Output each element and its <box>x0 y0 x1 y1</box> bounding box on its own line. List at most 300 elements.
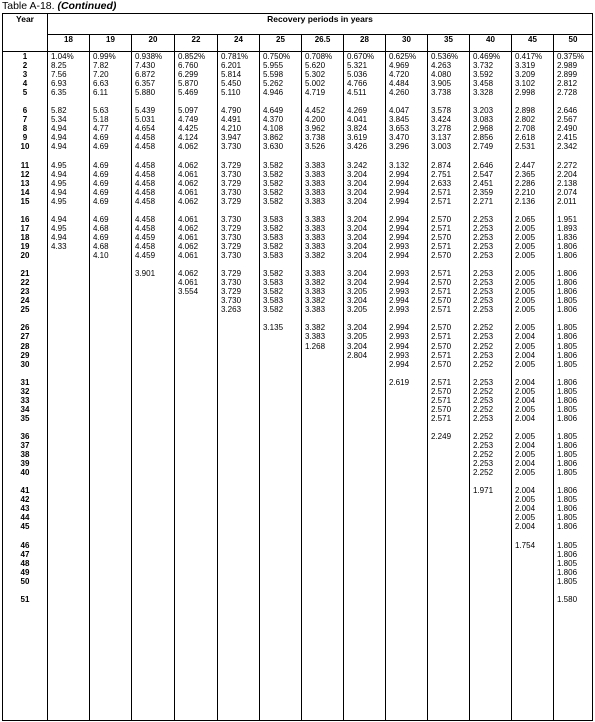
table-cell: 3.383 <box>305 214 326 224</box>
column-header-row <box>3 35 593 52</box>
table-cell: 3.582 <box>263 196 284 206</box>
table-cell: 3.582 <box>263 169 284 179</box>
table-cell: 2.359 <box>473 187 494 197</box>
table-cell: 0.750% <box>263 52 291 61</box>
table-cell: 2.252 <box>473 450 494 460</box>
table-cell: 1.971 <box>473 486 494 496</box>
table-cell: 2.005 <box>515 278 536 288</box>
table-cell: 6.299 <box>178 70 199 80</box>
table-cell: 2.253 <box>473 214 494 224</box>
table-cell: 5.955 <box>263 61 284 71</box>
table-cell: 3.582 <box>263 160 284 170</box>
table-cell: 2.567 <box>557 115 578 125</box>
table-cell: 5.34 <box>51 115 67 125</box>
table-cell: 3.426 <box>347 142 368 152</box>
table-cell: 1.805 <box>557 359 578 369</box>
table-cell: 2.571 <box>431 196 452 206</box>
table-cell: 3.729 <box>221 160 242 170</box>
table-cell: 4.94 <box>51 124 67 134</box>
table-cell: 28 <box>20 341 30 351</box>
table-cell: 2.004 <box>515 377 536 387</box>
table-cell: 2.570 <box>431 404 452 414</box>
table-cell: 4.94 <box>51 214 67 224</box>
table-cell: 7.82 <box>93 61 109 71</box>
table-cell: 2.204 <box>557 169 578 179</box>
table-cell: 2.004 <box>515 332 536 342</box>
table-cell: 4.269 <box>347 106 368 116</box>
table-cell: 5.620 <box>305 61 326 71</box>
year-column <box>3 52 48 721</box>
table-cell: 2.993 <box>389 269 410 279</box>
table-cell: 1.805 <box>557 450 578 460</box>
table-cell: 1.268 <box>305 341 326 351</box>
year-header: Year <box>3 14 48 52</box>
table-cell: 0.99% <box>93 52 116 61</box>
table-cell: 5.097 <box>178 106 199 116</box>
table-cell: 3.383 <box>305 241 326 251</box>
table-cell: 2.993 <box>389 332 410 342</box>
table-cell: 1.806 <box>557 486 578 496</box>
table-cell: 34 <box>20 404 30 414</box>
table-cell: 2.570 <box>431 232 452 242</box>
table-cell: 5.036 <box>347 70 368 80</box>
table-cell: 2.005 <box>515 232 536 242</box>
table-cell: 4.94 <box>51 232 67 242</box>
column-header: 50 <box>554 35 593 52</box>
table-cell: 3.730 <box>221 187 242 197</box>
recovery-column <box>386 52 428 721</box>
table-cell: 2.571 <box>431 187 452 197</box>
table-cell: 2.253 <box>473 278 494 288</box>
table-cell: 1.806 <box>557 278 578 288</box>
table-cell: 2.138 <box>557 178 578 188</box>
table-cell: 3.578 <box>431 106 452 116</box>
recovery-column <box>218 52 260 721</box>
table-cell: 0.781% <box>221 52 249 61</box>
table-cell: 3.383 <box>305 223 326 233</box>
table-cell: 4.459 <box>135 251 156 261</box>
table-cell: 3.947 <box>221 133 242 143</box>
column-header: 30 <box>386 35 428 52</box>
table-cell: 6.63 <box>93 79 109 89</box>
table-cell: 4.458 <box>135 187 156 197</box>
table-cell: 3.383 <box>305 332 326 342</box>
table-cell: 2.210 <box>515 187 536 197</box>
table-cell: 2.004 <box>515 504 536 514</box>
table-cell: 3.204 <box>347 178 368 188</box>
table-cell: 4.69 <box>93 196 109 206</box>
table-cell: 2.005 <box>515 404 536 414</box>
table-cell: 2.005 <box>515 287 536 297</box>
table-cell: 4.452 <box>305 106 326 116</box>
table-cell: 6.760 <box>178 61 199 71</box>
table-cell: 51 <box>20 594 30 604</box>
table-cell: 4.95 <box>51 223 67 233</box>
table-cell: 4.69 <box>93 169 109 179</box>
table-cell: 2.253 <box>473 241 494 251</box>
table-cell: 4.061 <box>178 232 199 242</box>
table-cell: 4.459 <box>135 232 156 242</box>
table-cell: 3.204 <box>347 241 368 251</box>
table-cell: 2.994 <box>389 323 410 333</box>
table-cell: 2.451 <box>473 178 494 188</box>
table-cell: 2.253 <box>473 251 494 261</box>
table-cell: 3.730 <box>221 232 242 242</box>
table-cell: 20 <box>20 251 30 261</box>
table-cell: 2.253 <box>473 332 494 342</box>
table-cell: 1.805 <box>557 495 578 505</box>
table-cell: 3.582 <box>263 269 284 279</box>
table-cell: 3.204 <box>347 187 368 197</box>
table-cell: 2.252 <box>473 359 494 369</box>
table-cell: 1.806 <box>557 441 578 451</box>
table-cell: 3.583 <box>263 278 284 288</box>
table-cell: 2.253 <box>473 413 494 423</box>
table-cell: 3.582 <box>263 187 284 197</box>
table-cell: 3.135 <box>263 323 284 333</box>
table-cell: 1.805 <box>557 386 578 396</box>
table-cell: 3.738 <box>431 88 452 98</box>
table-cell: 27 <box>20 332 30 342</box>
table-cell: 3.583 <box>263 296 284 306</box>
table-cell: 3.204 <box>347 269 368 279</box>
table-cell: 42 <box>20 495 30 505</box>
table-cell: 0.469% <box>473 52 501 61</box>
table-cell: 1.806 <box>557 377 578 387</box>
table-cell: 4.061 <box>178 187 199 197</box>
table-cell: 5.002 <box>305 79 326 89</box>
table-cell: 29 <box>20 350 30 360</box>
table-cell: 2.253 <box>473 305 494 315</box>
table-cell: 30 <box>20 359 30 369</box>
table-cell: 1.806 <box>557 332 578 342</box>
table-cell: 35 <box>20 413 30 423</box>
table-cell: 3.382 <box>305 296 326 306</box>
table-cell: 2.005 <box>515 241 536 251</box>
table-cell: 3.729 <box>221 287 242 297</box>
table-cell: 2.571 <box>431 305 452 315</box>
table-cell: 4.511 <box>347 88 367 98</box>
table-cell: 2.708 <box>515 124 536 134</box>
table-cell: 37 <box>20 441 30 451</box>
table-cell: 4.210 <box>221 124 242 134</box>
table-cell: 2.004 <box>515 522 536 532</box>
table-cell: 3.003 <box>431 142 452 152</box>
table-cell: 2.005 <box>515 341 536 351</box>
table-cell: 5.262 <box>263 79 284 89</box>
table-cell: 31 <box>20 377 30 387</box>
table-cell: 3.554 <box>178 287 199 297</box>
table-cell: 46 <box>20 540 30 550</box>
table-cell: 2.749 <box>473 142 494 152</box>
table-cell: 11 <box>20 160 30 170</box>
table-cell: 2.993 <box>389 305 410 315</box>
table-cell: 1.805 <box>557 513 578 523</box>
table-cell: 1.04% <box>51 52 74 61</box>
table-cell: 3.730 <box>221 296 242 306</box>
table-cell: 2.570 <box>431 386 452 396</box>
depreciation-table <box>2 13 593 721</box>
table-cell: 2.253 <box>473 441 494 451</box>
table-cell: 3.730 <box>221 169 242 179</box>
table-cell: 2.253 <box>473 223 494 233</box>
table-cell: 3.862 <box>263 133 284 143</box>
table-cell: 1 <box>22 52 28 61</box>
table-cell: 2.570 <box>431 278 452 288</box>
table-cell: 1.805 <box>557 540 578 550</box>
table-cell: 2.253 <box>473 395 494 405</box>
table-cell: 33 <box>20 395 30 405</box>
table-cell: 2.005 <box>515 296 536 306</box>
table-cell: 3.383 <box>305 269 326 279</box>
table-cell: 2.005 <box>515 386 536 396</box>
column-header: 25 <box>260 35 302 52</box>
table-cell: 3.383 <box>305 232 326 242</box>
table-cell: 2.547 <box>473 169 494 179</box>
table-cell: 4.33 <box>51 241 67 251</box>
table-cell: 14 <box>20 187 30 197</box>
table-cell: 2.994 <box>389 178 410 188</box>
table-cell: 5 <box>22 88 28 98</box>
table-cell: 2.005 <box>515 305 536 315</box>
table-cell: 5.321 <box>347 61 368 71</box>
table-cell: 4.062 <box>178 196 199 206</box>
table-cell: 4.458 <box>135 178 156 188</box>
table-cell: 2.994 <box>389 296 410 306</box>
table-cell: 0.670% <box>347 52 375 61</box>
table-cell: 3.204 <box>347 223 368 233</box>
table-cell: 38 <box>20 450 30 460</box>
table-cell: 3.204 <box>347 296 368 306</box>
table-cell: 48 <box>20 558 30 568</box>
table-cell: 3.730 <box>221 251 242 261</box>
table-cell: 2.570 <box>431 214 452 224</box>
table-cell: 4.458 <box>135 241 156 251</box>
table-cell: 4.200 <box>305 115 326 125</box>
table-cell: 1.806 <box>557 504 578 514</box>
table-cell: 2.005 <box>515 251 536 261</box>
table-cell: 2.253 <box>473 350 494 360</box>
recovery-column <box>428 52 470 721</box>
table-cell: 3.901 <box>135 269 156 279</box>
table-cell: 3.382 <box>305 251 326 261</box>
table-cell: 1.805 <box>557 404 578 414</box>
table-cell: 3.083 <box>473 115 494 125</box>
table-cell: 3.383 <box>305 187 326 197</box>
table-cell: 4.69 <box>93 160 109 170</box>
table-cell: 6.93 <box>51 79 67 89</box>
recovery-column <box>344 52 386 721</box>
table-cell: 4.94 <box>51 169 67 179</box>
table-cell: 2.004 <box>515 441 536 451</box>
recovery-column <box>470 52 512 721</box>
table-cell: 2.994 <box>389 187 410 197</box>
table-cell: 4.969 <box>389 61 410 71</box>
table-cell: 0.536% <box>431 52 459 61</box>
table-cell: 3.729 <box>221 241 242 251</box>
table-cell: 4.458 <box>135 223 156 233</box>
table-cell: 3.653 <box>389 124 410 134</box>
table-cell: 2.004 <box>515 350 536 360</box>
table-cell: 1.580 <box>557 594 578 604</box>
table-cell: 4.458 <box>135 196 156 206</box>
table-cell: 1.806 <box>557 350 578 360</box>
table-cell: 2.874 <box>431 160 452 170</box>
table-cell: 1.805 <box>557 341 578 351</box>
table-cell: 1.806 <box>557 413 578 423</box>
table-cell: 3.263 <box>221 305 242 315</box>
table-cell: 2.286 <box>515 178 536 188</box>
table-cell: 4.94 <box>51 142 67 152</box>
column-header: 24 <box>218 35 260 52</box>
table-cell: 1.806 <box>557 567 578 577</box>
table-cell: 1.893 <box>557 223 578 233</box>
table-cell: 4 <box>22 79 28 89</box>
table-cell: 3.102 <box>515 79 536 89</box>
table-cell: 2.005 <box>515 495 536 505</box>
column-header: 45 <box>512 35 554 52</box>
table-cell: 2.253 <box>473 232 494 242</box>
table-cell: 3.729 <box>221 178 242 188</box>
table-cell: 2.899 <box>557 70 578 80</box>
table-cell: 2.571 <box>431 241 452 251</box>
table-cell: 2.415 <box>557 133 578 143</box>
table-cell: 4.124 <box>178 133 199 143</box>
table-cell: 2.646 <box>557 106 578 116</box>
table-cell: 7.20 <box>93 70 109 80</box>
column-header: 35 <box>428 35 470 52</box>
table-cell: 2.252 <box>473 323 494 333</box>
table-cell: 2.570 <box>431 341 452 351</box>
table-cell: 2.571 <box>431 269 452 279</box>
table-cell: 5.870 <box>178 79 199 89</box>
table-cell: 2.253 <box>473 459 494 469</box>
table-cell: 1.951 <box>557 214 578 224</box>
table-cell: 4.062 <box>178 269 199 279</box>
table-cell: 5.598 <box>263 70 284 80</box>
table-cell: 4.047 <box>389 106 410 116</box>
table-cell: 4.69 <box>93 187 109 197</box>
table-cell: 1.805 <box>557 431 578 441</box>
table-cell: 13 <box>20 178 30 188</box>
table-cell: 1.805 <box>557 558 578 568</box>
table-cell: 2.004 <box>515 486 536 496</box>
table-cell: 12 <box>20 169 30 179</box>
table-cell: 3.424 <box>431 115 452 125</box>
table-cell: 2.994 <box>389 232 410 242</box>
table-cell: 4.061 <box>178 278 199 288</box>
recovery-column <box>48 52 90 721</box>
recovery-periods-header: Recovery periods in years <box>48 14 593 35</box>
table-cell: 3.619 <box>347 133 368 143</box>
table-cell: 32 <box>20 386 30 396</box>
table-cell: 3.582 <box>263 223 284 233</box>
table-cell: 3.582 <box>263 287 284 297</box>
table-cell: 3.205 <box>347 332 368 342</box>
table-cell: 5.439 <box>135 106 156 116</box>
table-cell: 4.720 <box>389 70 410 80</box>
column-header: 40 <box>470 35 512 52</box>
table-cell: 2.993 <box>389 287 410 297</box>
table-cell: 2.253 <box>473 269 494 279</box>
table-cell: 2.447 <box>515 160 536 170</box>
table-cell: 4.458 <box>135 214 156 224</box>
recovery-column <box>554 52 593 721</box>
table-cell: 3.296 <box>389 142 410 152</box>
table-cell: 2.005 <box>515 323 536 333</box>
table-cell: 3.319 <box>515 61 536 71</box>
table-cell: 2.253 <box>473 377 494 387</box>
table-cell: 4.062 <box>178 142 199 152</box>
table-cell: 5.110 <box>221 88 241 98</box>
table-cell: 2.005 <box>515 269 536 279</box>
table-cell: 4.95 <box>51 160 67 170</box>
table-cell: 2.271 <box>473 196 494 206</box>
recovery-column <box>132 52 175 721</box>
table-cell: 2 <box>22 61 28 71</box>
table-cell: 2.004 <box>515 459 536 469</box>
table-cell: 4.946 <box>263 88 284 98</box>
column-header: 28 <box>344 35 386 52</box>
recovery-column <box>512 52 554 721</box>
table-cell: 36 <box>20 431 30 441</box>
table-cell: 3.845 <box>389 115 410 125</box>
table-cell: 2.249 <box>431 431 452 441</box>
table-cell: 5.82 <box>51 106 67 116</box>
table-cell: 2.005 <box>515 468 536 478</box>
table-cell: 2.571 <box>431 377 452 387</box>
table-cell: 3.205 <box>347 305 368 315</box>
table-cell: 2.004 <box>515 395 536 405</box>
table-cell: 2.005 <box>515 431 536 441</box>
table-cell: 6.872 <box>135 70 156 80</box>
table-cell: 2.802 <box>515 115 536 125</box>
recovery-column <box>302 52 344 721</box>
table-cell: 2.968 <box>473 124 494 134</box>
table-cell: 4.491 <box>221 115 242 125</box>
table-cell: 2.252 <box>473 404 494 414</box>
table-cell: 4.458 <box>135 133 156 143</box>
table-cell: 4.062 <box>178 241 199 251</box>
table-cell: 3.383 <box>305 196 326 206</box>
table-cell: 19 <box>20 241 30 251</box>
table-cell: 8 <box>22 124 28 134</box>
table-cell: 2.618 <box>515 133 536 143</box>
column-header: 18 <box>48 35 90 52</box>
table-cell: 3.730 <box>221 278 242 288</box>
table-cell: 4.69 <box>93 178 109 188</box>
table-cell: 2.252 <box>473 468 494 478</box>
table-cell: 2.751 <box>431 169 452 179</box>
table-cell: 3.824 <box>347 124 368 134</box>
table-cell: 1.806 <box>557 522 578 532</box>
table-cell: 3.738 <box>305 133 326 143</box>
table-cell: 4.68 <box>93 223 109 233</box>
table-cell: 15 <box>20 196 30 206</box>
column-header: 20 <box>132 35 175 52</box>
table-cell: 4.061 <box>178 251 199 261</box>
table-cell: 4.69 <box>93 232 109 242</box>
table-cell: 4.10 <box>93 251 109 261</box>
table-cell: 4.766 <box>347 79 368 89</box>
table-cell: 2.136 <box>515 196 536 206</box>
table-cell: 2.570 <box>431 296 452 306</box>
table-cell: 2.253 <box>473 287 494 297</box>
table-cell: 3 <box>22 70 28 80</box>
table-cell: 6 <box>22 106 28 116</box>
table-cell: 3.209 <box>515 70 536 80</box>
table-cell: 2.994 <box>389 359 410 369</box>
